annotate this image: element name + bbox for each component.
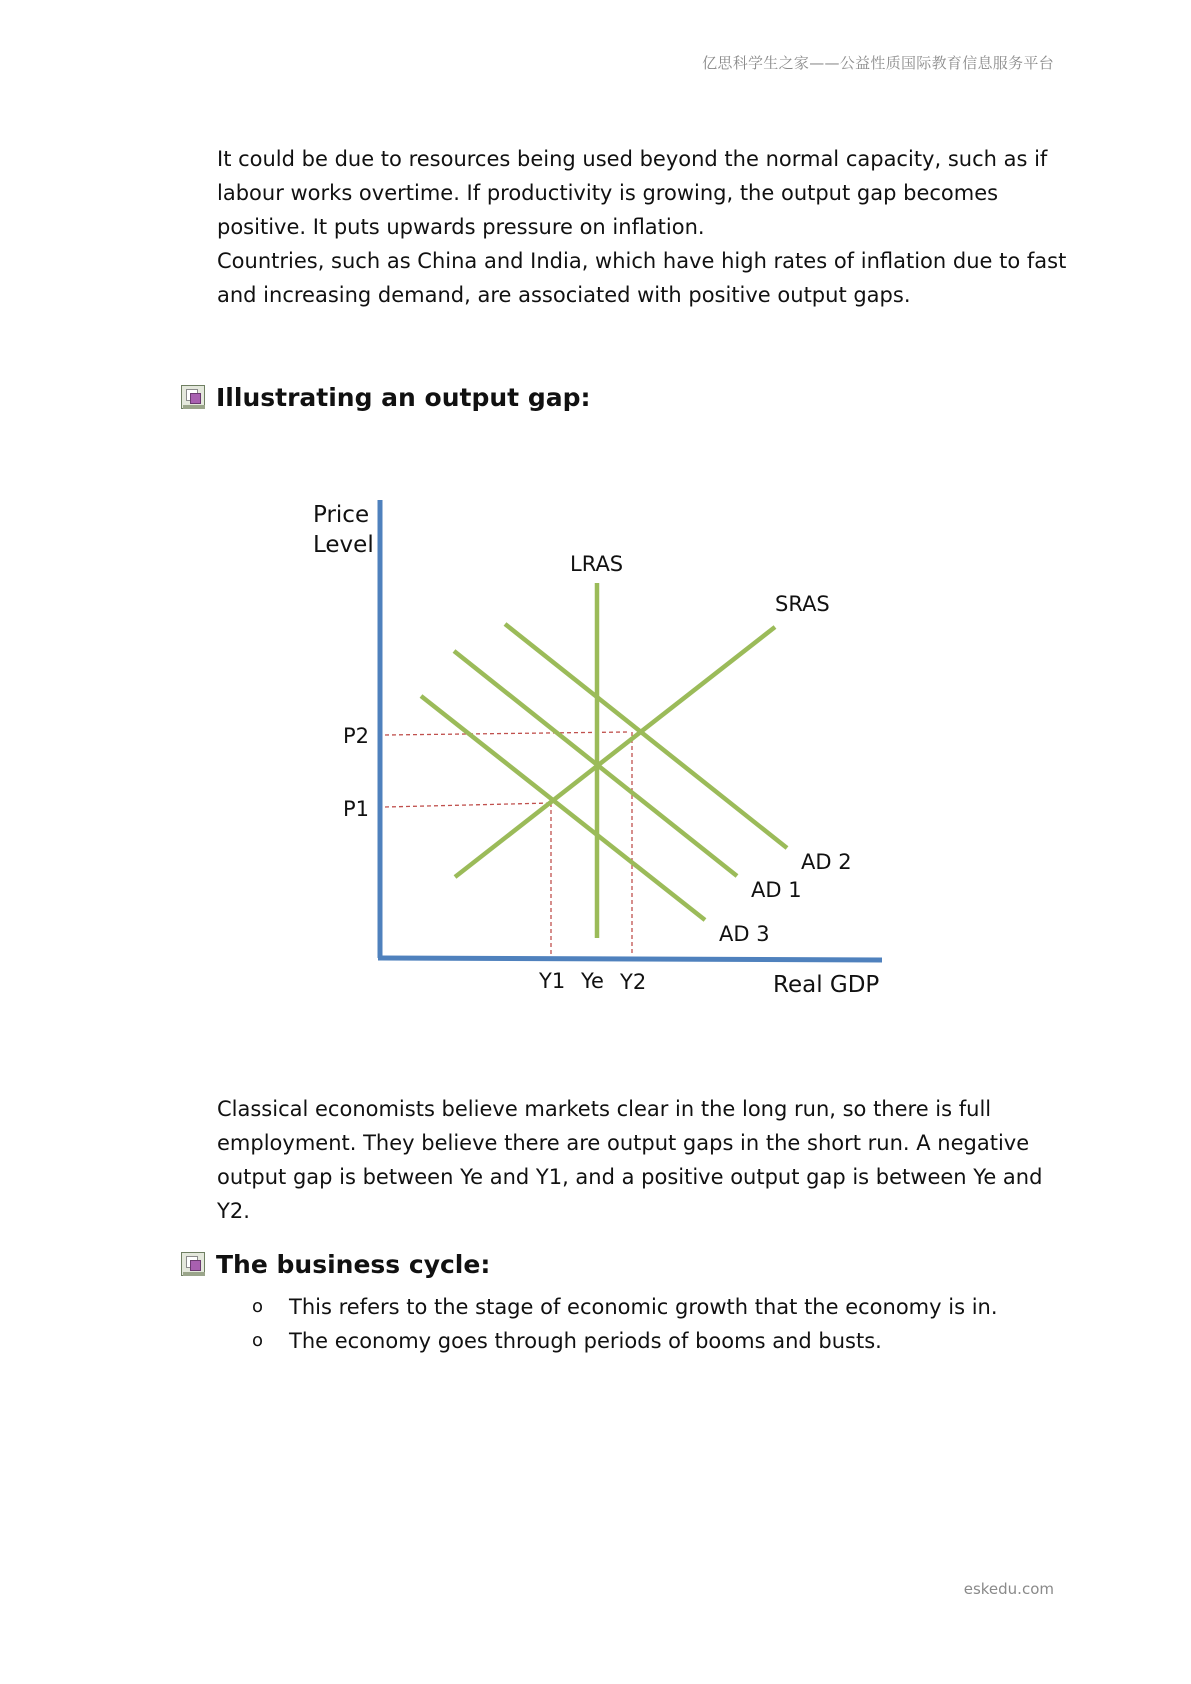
curve-ad2 bbox=[505, 624, 787, 848]
list-item bbox=[252, 1290, 1072, 1324]
document-icon bbox=[181, 1252, 207, 1278]
classical-paragraph: Classical economists believe markets clear in the long run, so there is full employment. They believe there are output gaps in the short run. A negative output gap is between Ye and Y1, and a positive output gap is between Ye and Y2. bbox=[217, 1097, 1043, 1223]
business-cycle-list bbox=[252, 1290, 1072, 1358]
label-ye: Ye bbox=[581, 969, 604, 993]
label-p1: P1 bbox=[343, 797, 370, 821]
label-ad2: AD 2 bbox=[801, 850, 852, 874]
intro-paragraph-2: Countries, such as China and India, which have high rates of inflation due to fast and increasing demand, are associated with positive output gaps. bbox=[217, 249, 1067, 307]
list-item-text: This refers to the stage of economic growth that the economy is in. bbox=[289, 1295, 998, 1319]
label-p2: P2 bbox=[343, 724, 370, 748]
heading-text: Illustrating an output gap: bbox=[216, 383, 591, 412]
label-ad3: AD 3 bbox=[719, 922, 770, 946]
footer-note: eskedu.com bbox=[963, 1580, 1054, 1598]
label-sras: SRAS bbox=[775, 592, 830, 616]
axis-x-label: Real GDP bbox=[773, 972, 880, 998]
bullet-marker: o bbox=[252, 1330, 264, 1351]
header-note: 亿思科学生之家——公益性质国际教育信息服务平台 bbox=[702, 54, 1054, 72]
intro-paragraph-1: It could be due to resources being used beyond the normal capacity, such as if labour works overtime. If productivity is growing, the output gap becomes positive. It puts upwards pressure on inflation. bbox=[217, 147, 1048, 239]
list-item bbox=[252, 1324, 1072, 1358]
label-ad1: AD 1 bbox=[751, 878, 802, 902]
axis-y-label-line2: Level bbox=[313, 532, 374, 558]
axis-y-label-line1: Price bbox=[313, 502, 370, 528]
label-lras: LRAS bbox=[570, 552, 624, 576]
guide-p2 bbox=[385, 732, 627, 735]
section-heading-business-cycle bbox=[181, 1250, 490, 1279]
curve-sras bbox=[455, 627, 775, 877]
bullet-marker: o bbox=[252, 1296, 264, 1317]
curve-ad3 bbox=[421, 696, 705, 920]
label-y2: Y2 bbox=[620, 970, 647, 994]
axis-x bbox=[378, 958, 882, 960]
guide-p1 bbox=[385, 803, 551, 807]
heading-text: The business cycle: bbox=[216, 1250, 491, 1279]
list-item-text: The economy goes through periods of booms and busts. bbox=[289, 1329, 882, 1353]
label-y1: Y1 bbox=[539, 969, 566, 993]
